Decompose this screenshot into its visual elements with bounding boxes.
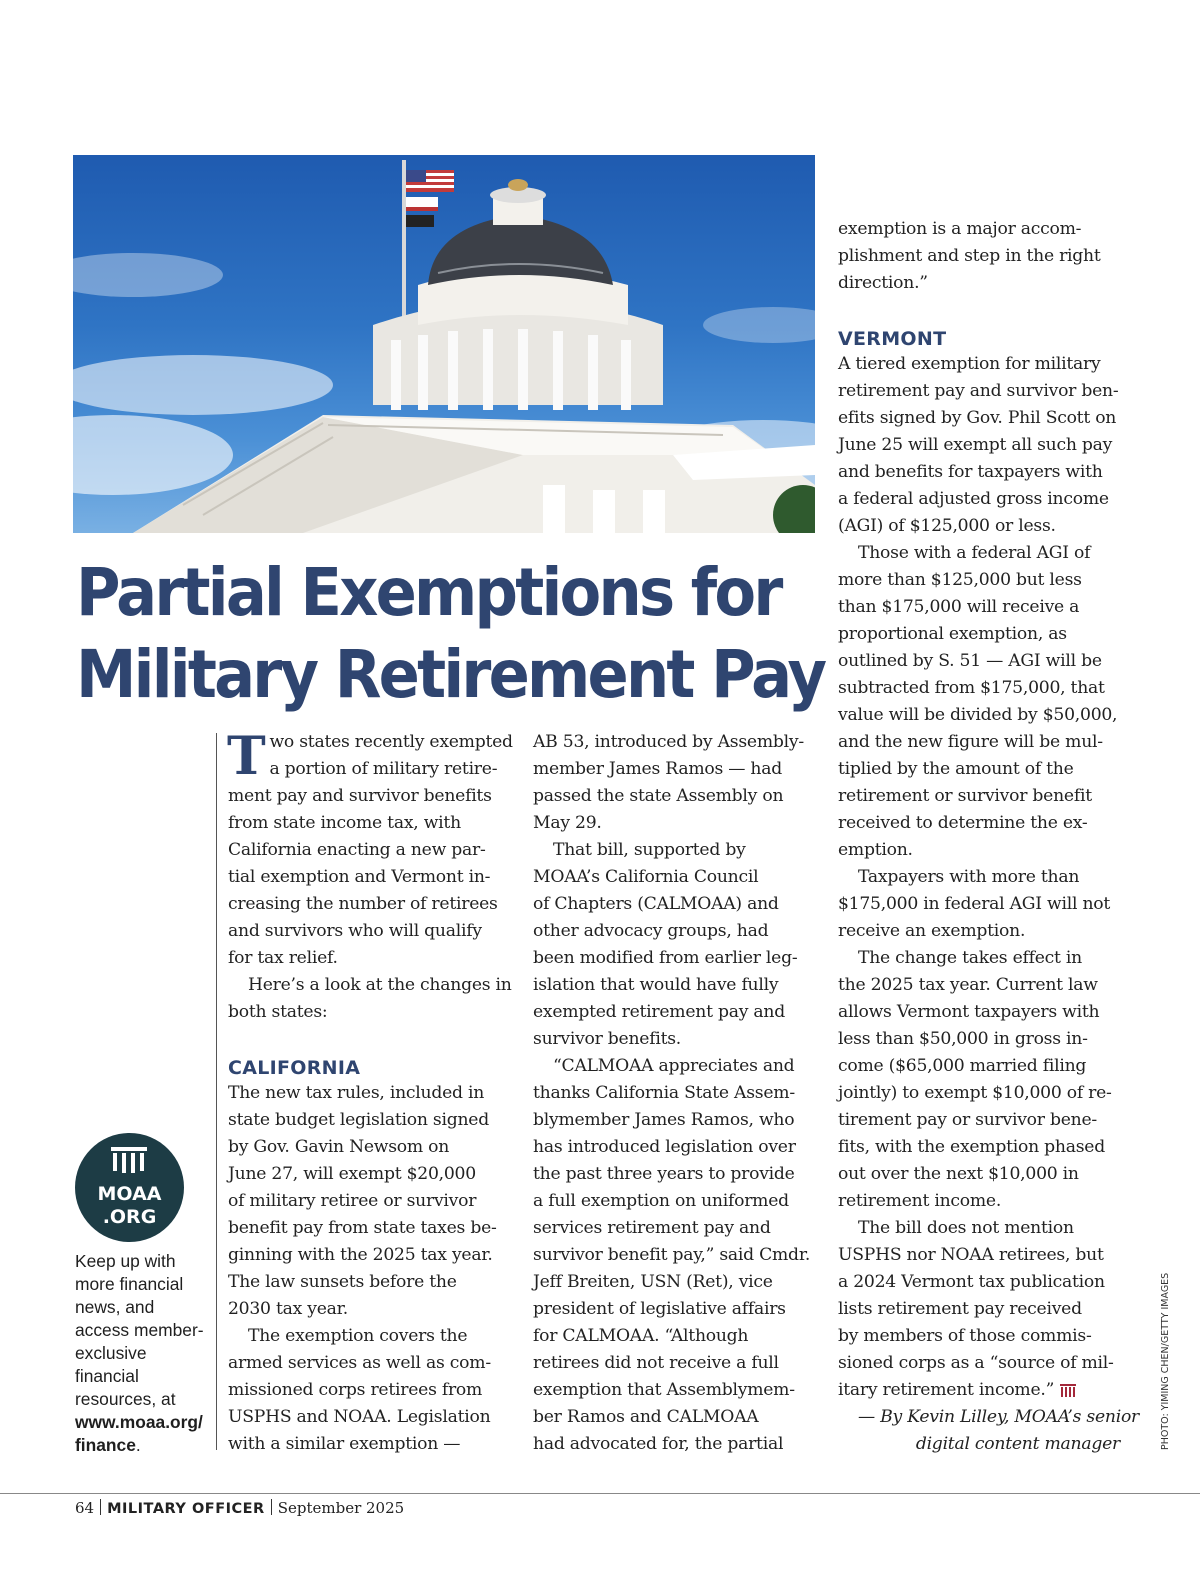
body-line: Taxpayers with more than xyxy=(858,867,1080,887)
body-line: retirees did not receive a full xyxy=(533,1353,779,1373)
badge-line-2: .ORG xyxy=(102,1206,157,1228)
body-line: emption. xyxy=(838,840,913,860)
body-line: plishment and step in the right xyxy=(838,246,1101,266)
body-line: tial exemption and Vermont in- xyxy=(228,867,491,887)
body-line: That bill, supported by xyxy=(553,840,746,860)
body-line: May 29. xyxy=(533,813,602,833)
body-line: with a similar exemption — xyxy=(228,1434,461,1454)
body-line: ment pay and survivor benefits xyxy=(228,786,492,806)
body-line: come ($65,000 married filing xyxy=(838,1056,1087,1076)
body-line: missioned corps retirees from xyxy=(228,1380,483,1400)
body-line: exempted retirement pay and xyxy=(533,1002,785,1022)
body-line: blymember James Ramos, who xyxy=(533,1110,795,1130)
sidebar-line: Keep up with xyxy=(75,1251,176,1271)
body-line: and survivors who will qualify xyxy=(228,921,482,941)
byline-line: — By Kevin Lilley, MOAA’s senior xyxy=(858,1407,1140,1427)
body-line: out over the next $10,000 in xyxy=(838,1164,1079,1184)
body-line: survivor benefits. xyxy=(533,1029,682,1049)
article-column-2 xyxy=(533,729,823,1458)
body-line: of Chapters (CALMOAA) and xyxy=(533,894,779,914)
body-line: passed the state Assembly on xyxy=(533,786,784,806)
sidebar-period: . xyxy=(135,1435,141,1455)
body-line: islation that would have fully xyxy=(533,975,779,995)
body-line: value will be divided by $50,000, xyxy=(838,705,1118,725)
footer-separator xyxy=(100,1499,101,1515)
body-line: “CALMOAA appreciates and xyxy=(553,1056,795,1076)
body-line: had advocated for, the partial xyxy=(533,1434,784,1454)
body-line: state budget legislation signed xyxy=(228,1110,489,1130)
body-line: ginning with the 2025 tax year. xyxy=(228,1245,493,1265)
body-line: a federal adjusted gross income xyxy=(838,489,1109,509)
body-line: the 2025 tax year. Current law xyxy=(838,975,1098,995)
moaa-org-badge[interactable] xyxy=(75,1133,184,1242)
body-line: a full exemption on uniformed xyxy=(533,1191,789,1211)
body-line: than $175,000 will receive a xyxy=(838,597,1080,617)
headline-line-2: Military Retirement Pay xyxy=(76,636,825,713)
body-line: outlined by S. 51 — AGI will be xyxy=(838,651,1102,671)
article-column-3 xyxy=(838,216,1140,1458)
body-line: for tax relief. xyxy=(228,948,338,968)
sidebar-promo xyxy=(75,1250,215,1457)
body-line: survivor benefit pay,” said Cmdr. xyxy=(533,1245,811,1265)
body-line: exemption that Assemblymem- xyxy=(533,1380,795,1400)
photo-credit: PHOTO: YIMING CHEN/GETTY IMAGES xyxy=(1160,1272,1171,1450)
badge-line-1: MOAA xyxy=(97,1183,162,1205)
article-headline xyxy=(76,552,825,716)
body-line: more than $125,000 but less xyxy=(838,570,1082,590)
body-line: subtracted from $175,000, that xyxy=(838,678,1105,698)
body-line: 2030 tax year. xyxy=(228,1299,348,1319)
body-line: receive an exemption. xyxy=(838,921,1026,941)
finance-link[interactable]: www.moaa.org/ xyxy=(75,1412,203,1432)
sidebar-line: news, and xyxy=(75,1297,155,1317)
body-line: by members of those commis- xyxy=(838,1326,1092,1346)
sidebar-line: exclusive xyxy=(75,1343,147,1363)
body-line: president of legislative affairs xyxy=(533,1299,786,1319)
sidebar-line: more financial xyxy=(75,1274,184,1294)
section-heading-vermont: VERMONT xyxy=(838,328,947,350)
body-line: (AGI) of $125,000 or less. xyxy=(838,516,1056,536)
issue-date: September 2025 xyxy=(277,1499,405,1517)
column-divider xyxy=(216,733,217,1450)
footer-rule xyxy=(0,1493,1200,1494)
body-line: efits signed by Gov. Phil Scott on xyxy=(838,408,1117,428)
moaa-logo-icon xyxy=(111,1147,147,1175)
body-line: MOAA’s California Council xyxy=(533,867,759,887)
byline xyxy=(838,1404,1140,1458)
body-line: retirement income. xyxy=(838,1191,1002,1211)
body-line: has introduced legislation over xyxy=(533,1137,796,1157)
body-line: The bill does not mention xyxy=(858,1218,1074,1238)
body-line: and the new figure will be mul- xyxy=(838,732,1103,752)
page-number: 64 xyxy=(75,1499,95,1517)
magazine-name: MILITARY OFFICER xyxy=(107,1501,265,1517)
sidebar-line: financial xyxy=(75,1366,139,1386)
body-line: June 27, will exempt $20,000 xyxy=(228,1164,476,1184)
body-line: ber Ramos and CALMOAA xyxy=(533,1407,759,1427)
sidebar-line: resources, at xyxy=(75,1389,176,1409)
body-line: USPHS and NOAA. Legislation xyxy=(228,1407,491,1427)
body-line: $175,000 in federal AGI will not xyxy=(838,894,1111,914)
article-column-1 xyxy=(227,726,518,1458)
body-line-text: itary retirement income.” xyxy=(838,1380,1055,1400)
headline-line-1: Partial Exemptions for xyxy=(76,554,781,631)
body-line: services retirement pay and xyxy=(533,1218,771,1238)
body-line: been modified from earlier leg- xyxy=(533,948,798,968)
body-line: The exemption covers the xyxy=(248,1326,468,1346)
body-line: proportional exemption, as xyxy=(838,624,1067,644)
body-line: received to determine the ex- xyxy=(838,813,1088,833)
body-line: and benefits for taxpayers with xyxy=(838,462,1103,482)
finance-link-cont[interactable]: finance xyxy=(75,1435,136,1455)
body-line: by Gov. Gavin Newsom on xyxy=(228,1137,450,1157)
body-line: direction.” xyxy=(838,273,928,293)
body-line: a 2024 Vermont tax publication xyxy=(838,1272,1105,1292)
body-line: A tiered exemption for military xyxy=(838,354,1101,374)
body-line-last xyxy=(838,1377,1128,1404)
body-line: tirement pay or survivor bene- xyxy=(838,1110,1097,1130)
body-line: thanks California State Assem- xyxy=(533,1083,795,1103)
body-line: other advocacy groups, had xyxy=(533,921,769,941)
sidebar-line: access member- xyxy=(75,1320,204,1340)
footer-separator xyxy=(271,1499,272,1515)
body-line: Here’s a look at the changes in xyxy=(248,975,512,995)
body-line: the past three years to provide xyxy=(533,1164,795,1184)
capitol-dome-photo xyxy=(73,155,815,533)
body-line: jointly) to exempt $10,000 of re- xyxy=(838,1083,1112,1103)
moaa-end-mark-icon xyxy=(1060,1384,1076,1398)
body-line: benefit pay from state taxes be- xyxy=(228,1218,497,1238)
body-line: The new tax rules, included in xyxy=(228,1083,485,1103)
body-line: for CALMOAA. “Although xyxy=(533,1326,749,1346)
byline-line: digital content manager xyxy=(915,1434,1120,1454)
body-line: AB 53, introduced by Assembly- xyxy=(533,732,804,752)
page-footer xyxy=(75,1498,404,1519)
body-line: creasing the number of retirees xyxy=(228,894,498,914)
body-line: both states: xyxy=(228,1002,328,1022)
body-line: Jeff Breiten, USN (Ret), vice xyxy=(533,1272,773,1292)
body-line: a portion of military retire- xyxy=(269,759,498,779)
body-line: Those with a federal AGI of xyxy=(858,543,1091,563)
body-line: June 25 will exempt all such pay xyxy=(838,435,1113,455)
body-line: less than $50,000 in gross in- xyxy=(838,1029,1088,1049)
body-line: tiplied by the amount of the xyxy=(838,759,1074,779)
body-line: retirement pay and survivor ben- xyxy=(838,381,1119,401)
body-line: from state income tax, with xyxy=(228,813,461,833)
drop-cap: T xyxy=(227,726,266,787)
body-line: of military retiree or survivor xyxy=(228,1191,477,1211)
body-line: The law sunsets before the xyxy=(228,1272,457,1292)
body-line: wo states recently exempted xyxy=(269,732,513,752)
body-line: allows Vermont taxpayers with xyxy=(838,1002,1100,1022)
body-line: fits, with the exemption phased xyxy=(838,1137,1105,1157)
body-line: armed services as well as com- xyxy=(228,1353,491,1373)
body-line: member James Ramos — had xyxy=(533,759,782,779)
body-line: USPHS nor NOAA retirees, but xyxy=(838,1245,1104,1265)
body-line: The change takes effect in xyxy=(858,948,1082,968)
body-line: retirement or survivor benefit xyxy=(838,786,1092,806)
body-line: California enacting a new par- xyxy=(228,840,486,860)
body-line: exemption is a major accom- xyxy=(838,219,1082,239)
body-line: lists retirement pay received xyxy=(838,1299,1082,1319)
section-heading-california: CALIFORNIA xyxy=(228,1057,361,1079)
body-line: sioned corps as a “source of mil- xyxy=(838,1353,1114,1373)
